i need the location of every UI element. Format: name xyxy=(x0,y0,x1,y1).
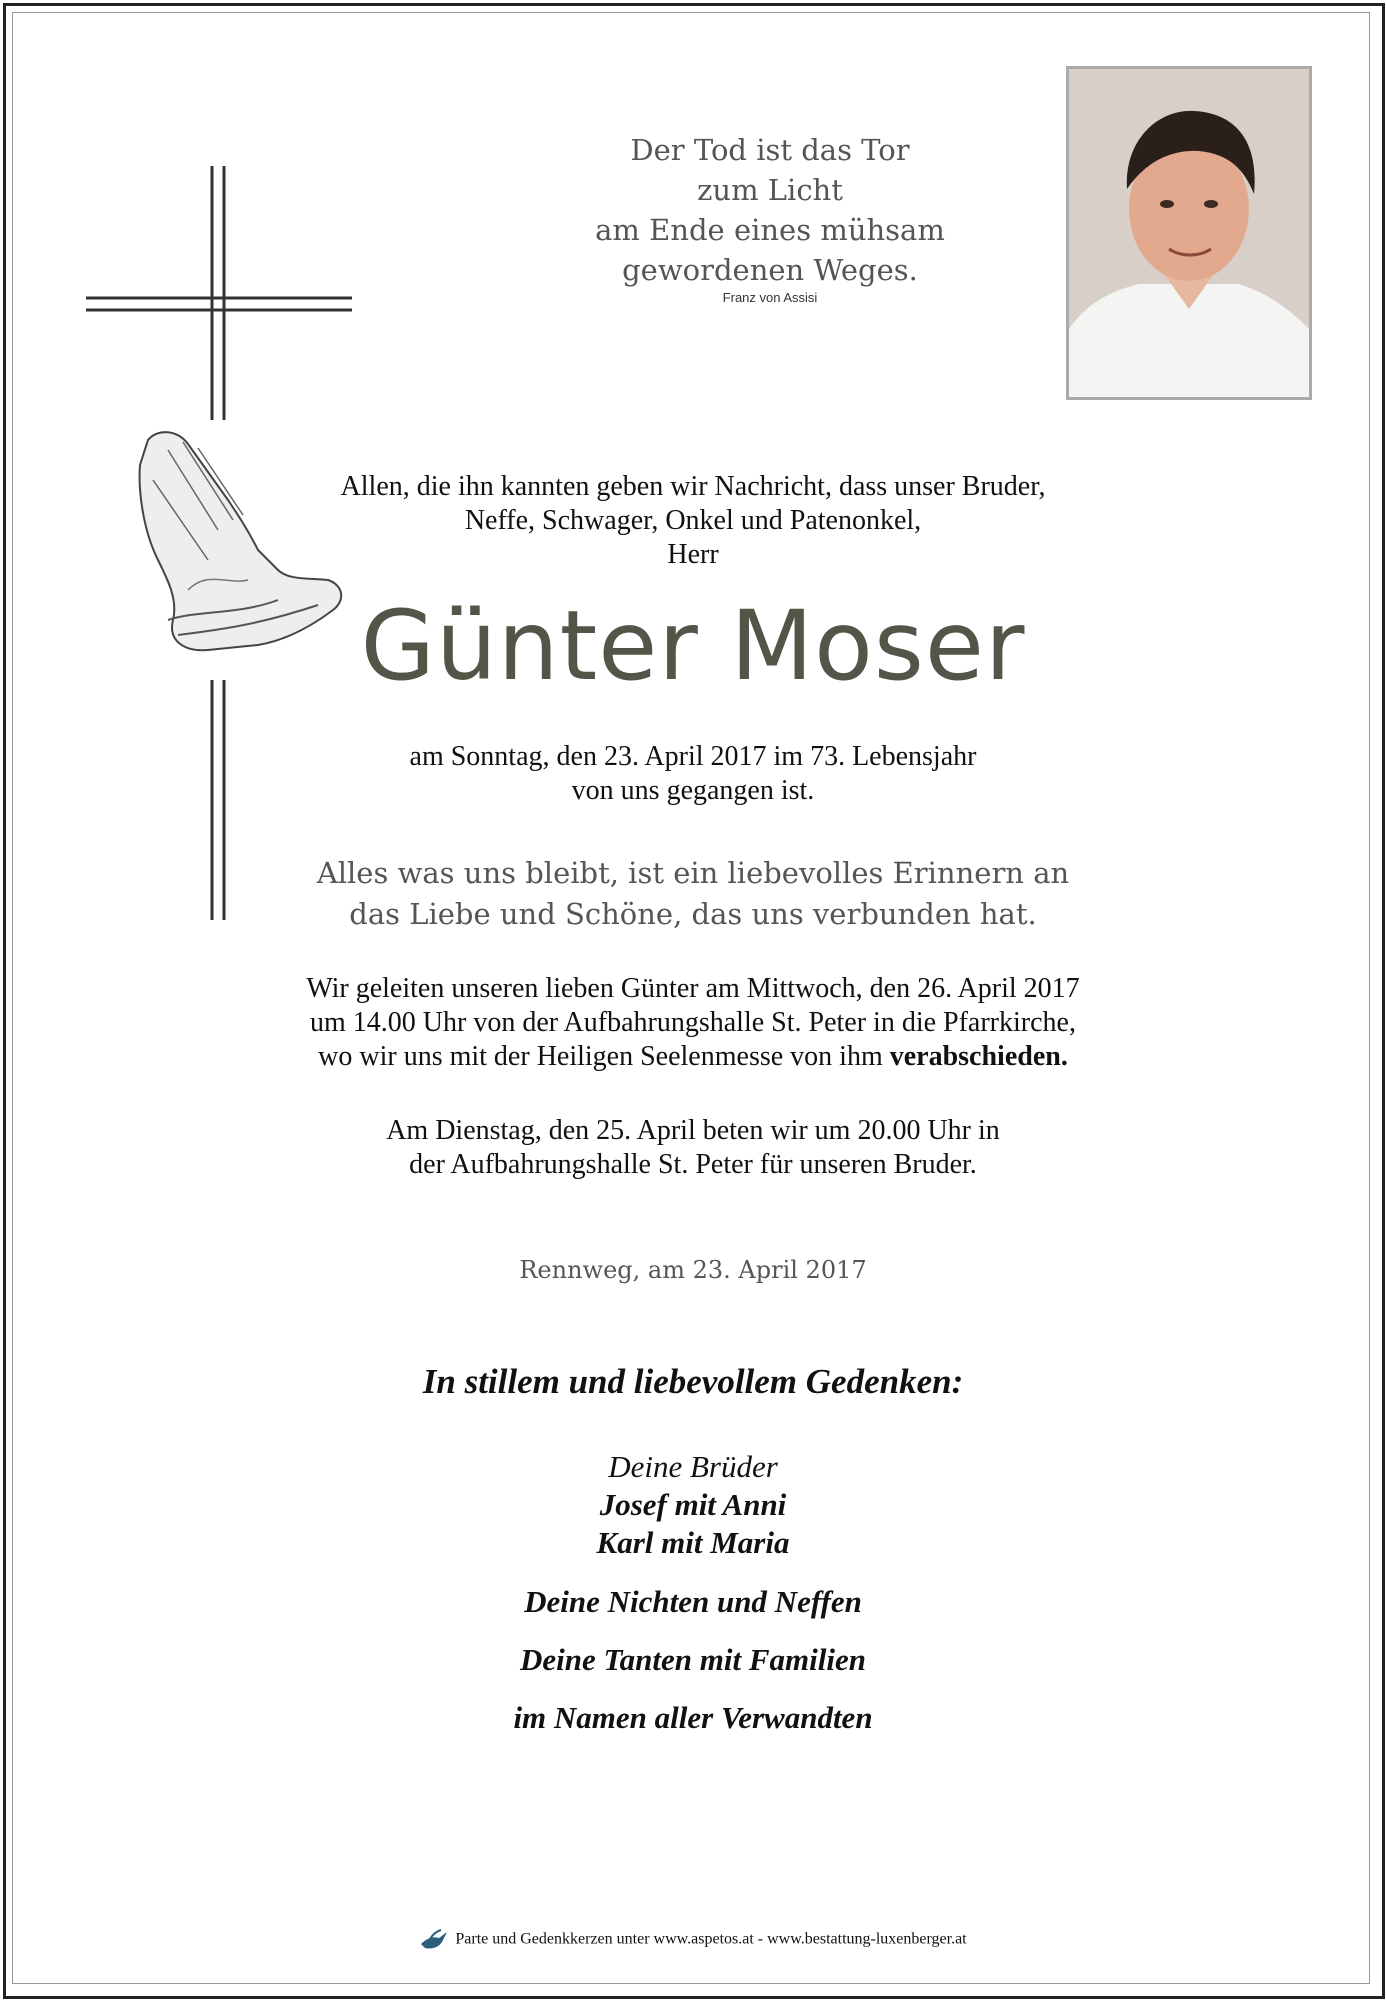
place-date: Rennweg, am 23. April 2017 xyxy=(519,1256,867,1284)
memory-line: Alles was uns bleibt, ist ein liebevolles Erinnern an xyxy=(316,856,1070,890)
death-line: am Sonntag, den 23. April 2017 im 73. Lebensjahr xyxy=(409,741,977,772)
deceased-name: Günter Moser xyxy=(360,590,1026,702)
announcement-line: Herr xyxy=(667,539,719,570)
memory-line: das Liebe und Schöne, das uns verbunden hat. xyxy=(349,897,1037,931)
quote xyxy=(560,130,980,306)
prayer-details xyxy=(0,1114,1386,1182)
memory-text xyxy=(0,853,1386,935)
nieces-nephews: Deine Nichten und Neffen xyxy=(524,1584,862,1619)
funeral-line-bold: verabschieden. xyxy=(889,1041,1068,1072)
footer xyxy=(0,1928,1386,1952)
funeral-line-text: wo wir uns mit der Heiligen Seelenmesse von ihm xyxy=(318,1041,890,1072)
prayer-line: Am Dienstag, den 25. April beten wir um 20.00 Uhr in xyxy=(386,1115,1000,1146)
brothers-label: Deine Brüder xyxy=(608,1449,778,1484)
funeral-line xyxy=(0,1040,1386,1074)
announcement-line: Allen, die ihn kannten geben wir Nachricht, dass unser Bruder, xyxy=(340,471,1046,502)
death-details xyxy=(0,740,1386,808)
footer-text: Parte und Gedenkkerzen unter www.aspetos.at - www.bestattung-luxenberger.at xyxy=(455,1930,967,1948)
quote-line: zum Licht xyxy=(697,173,843,207)
funeral-line: um 14.00 Uhr von der Aufbahrungshalle St. Peter in die Pfarrkirche, xyxy=(310,1007,1076,1038)
all-relatives: im Namen aller Verwandten xyxy=(513,1700,873,1735)
quote-author: Franz von Assisi xyxy=(722,290,818,305)
announcement xyxy=(0,470,1386,572)
mourning-heading: In stillem und liebevollem Gedenken: xyxy=(422,1362,964,1401)
quote-line: am Ende eines mühsam xyxy=(595,213,945,247)
funeral-details xyxy=(0,972,1386,1074)
dove-logo-icon xyxy=(419,1928,449,1952)
death-line: von uns gegangen ist. xyxy=(571,775,815,806)
brother-entry: Josef mit Anni xyxy=(599,1487,787,1522)
quote-line: Der Tod ist das Tor xyxy=(630,133,910,167)
aunts-families: Deine Tanten mit Familien xyxy=(520,1642,866,1677)
prayer-line: der Aufbahrungshalle St. Peter für unseren Bruder. xyxy=(409,1149,977,1180)
announcement-line: Neffe, Schwager, Onkel und Patenonkel, xyxy=(464,505,922,536)
brother-entry: Karl mit Maria xyxy=(596,1525,790,1560)
funeral-line: Wir geleiten unseren lieben Günter am Mittwoch, den 26. April 2017 xyxy=(306,973,1080,1004)
portrait-photo xyxy=(1066,66,1312,400)
quote-line: gewordenen Weges. xyxy=(622,253,918,287)
